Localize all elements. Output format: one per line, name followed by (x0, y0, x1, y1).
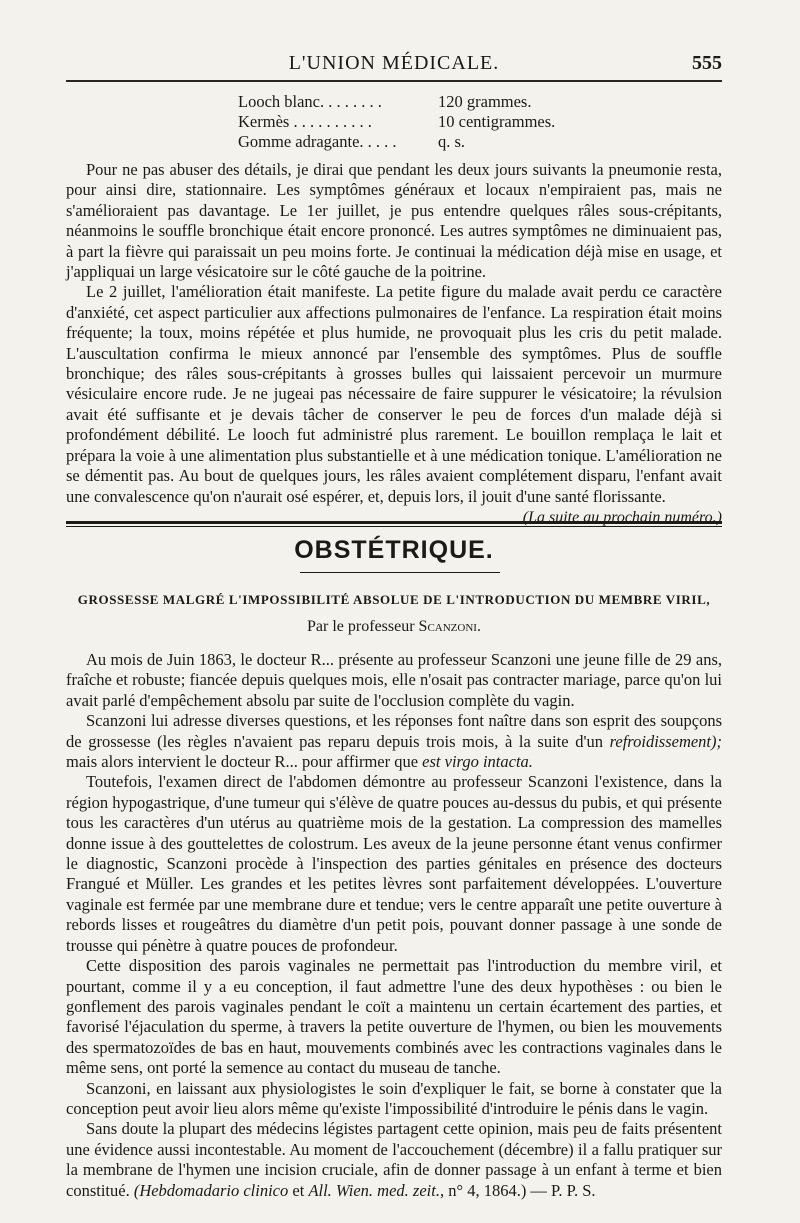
paragraph: Cette disposition des parois vaginales ne permettait pas l'introduction du membre viril, et pourtant, comme il y a eu conception, il faut admettre l'une des deux hypothèses : ou bien le gonflement des parois vaginales pendant le coït a maintenu un certain écartement des parties, et favorisé l'éjaculation du sperme, à travers la petite ouverture de l'hymen, ou bien les mouvements des spermatozoïdes de bas en haut, mouvements combinés avec les contractions vaginales dans le même sens, ont porté la semence au contact du museau de tanche. (66, 956, 722, 1078)
citation-source: All. Wien. med. zeit., (308, 1180, 445, 1200)
italic-text: refroidissement); (609, 731, 723, 751)
prescription-list (238, 92, 555, 152)
italic-text: est virgo intacta. (422, 752, 533, 772)
citation-source: (Hebdomadario clinico (133, 1180, 289, 1200)
running-head (66, 48, 722, 78)
text-run: mais alors intervient le docteur R... pour affirmer que (66, 752, 419, 772)
section-heading: OBSTÉTRIQUE. (294, 536, 494, 564)
prescription-ingredient: Gomme adragante. . . . . (238, 132, 397, 151)
continued-case-report (66, 160, 722, 528)
page-number: 555 (692, 52, 722, 74)
prescription-item (238, 92, 555, 112)
section-divider-thin (66, 526, 722, 527)
prescription-item (238, 132, 555, 152)
heading-underline (300, 572, 500, 573)
paragraph (66, 711, 722, 772)
text-run: Scanzoni lui adresse diverses questions, et les réponses font naître dans son esprit des soupçons de grossesse (les règles n'avaient pas reparu depuis trois mois, à la suite d'un (66, 711, 722, 751)
prescription-quantity: 120 grammes. (438, 92, 532, 111)
text-run: Sans doute la plupart des médecins légistes partagent cette opinion, mais peu de faits présentent une évidence aussi incontestable. Au moment de l'accouchement (décembre) il a fallu pratiquer sur la membrane de l'hymen une incision cruciale, afin de donner passage à un enfant à terme et bien constitué. (66, 1119, 722, 1200)
byline-author: Scanzoni. (418, 618, 481, 635)
paragraph (66, 1119, 722, 1201)
prescription-ingredient: Kermès . . . . . . . . . . (238, 112, 372, 131)
continuation-note: (La suite au prochain numéro.) (522, 508, 722, 526)
paragraph: Pour ne pas abuser des détails, je dirai que pendant les deux jours suivants la pneumonie resta, pour ainsi dire, stationnaire. Les symptômes généraux et locaux n'empiraient pas, mais ne s'amélioraient pas davantage. Le 1er juillet, je pus entendre quelques râles sous-crépitants, néanmoins le souffle bronchique était encore prononcé. Les autres symptômes ne diminuaient pas, à part la fièvre qui paraissait un peu moins forte. Je continuai la médication déjà mise en usage, et j'appliquai un large vésicatoire sur le côté gauche de la poitrine. (66, 160, 722, 282)
article-title: GROSSESSE MALGRÉ L'IMPOSSIBILITÉ ABSOLUE DE L'INTRODUCTION DU MEMBRE VIRIL, (77, 592, 711, 607)
prescription-quantity: q. s. (438, 132, 466, 151)
paragraph: Au mois de Juin 1863, le docteur R... présente au professeur Scanzoni une jeune fille de 29 ans, fraîche et robuste; fiancée depuis quelques mois, elle n'osait pas contracter mariage, parce qu'on lui avait parlé d'empêchement absolu par suite de l'occlusion complète du vagin. (66, 650, 722, 710)
citation-end: n° 4, 1864.) — P. P. S. (448, 1180, 596, 1200)
prescription-item (238, 112, 555, 132)
section-divider (66, 521, 722, 524)
running-title: L'UNION MÉDICALE. (288, 52, 500, 74)
header-rule (66, 80, 722, 82)
article-body (66, 650, 722, 1201)
prescription-quantity: 10 centigrammes. (438, 112, 556, 131)
prescription-ingredient: Looch blanc. . . . . . . . (238, 92, 382, 111)
text-run: et (292, 1180, 305, 1200)
byline-prefix: Par le professeur (307, 618, 415, 635)
paragraph: Le 2 juillet, l'amélioration était manifeste. La petite figure du malade avait perdu ce caractère d'anxiété, cet aspect particulier aux affections pulmonaires de l'enfance. La respiration était moins fréquente; la toux, moins répétée et plus humide, ne provoquait plus les cris du petit malade. L'auscultation confirma le mieux annoncé par l'ensemble des symptômes. Plus de souffle bronchique; des râles sous-crépitants à grosses bulles qui laissaient percevoir un murmure vésiculaire encore rude. Je ne jugeai pas nécessaire de faire suppurer le vésicatoire; la révulsion avait été suffisante et je devais tâcher de conserver le peu de forces d'un malade déjà si profondément débilité. Le looch fut administré plus rarement. Le bouillon remplaça le lait et prépara la voie à une alimentation plus substantielle et à une médication tonique. L'amélioration ne se démentit pas. Au bout de quelques jours, les râles avaient complétement disparu, l'enfant avait une convalescence qu'on n'aurait osé espérer, et, depuis lors, il jouit d'une santé florissante. (66, 282, 722, 506)
paragraph: Toutefois, l'examen direct de l'abdomen démontre au professeur Scanzoni l'existence, dans la région hypogastrique, d'une tumeur qui s'élève de quatre pouces au-dessus du pubis, et qui présente tous les caractères d'un utérus au quatrième mois de la gestation. La compression des mamelles donne issue à des gouttelettes de colostrum. Les aveux de la jeune personne étant venus confirmer le diagnostic, Scanzoni procède à l'inspection des parties génitales en présence des docteurs Frangué et Müller. Les grandes et les petites lèvres sont parfaitement développées. L'ouverture vaginale est fermée par une membrane dure et tendue; vers le centre apparaît une petite ouverture à rebords lisses et rougeâtres du diamètre d'un petit pois, pouvant donner passage à une sonde de trousse qui pénètre à quatre pouces de profondeur. (66, 772, 722, 955)
byline (66, 618, 722, 636)
paragraph: Scanzoni, en laissant aux physiologistes le soin d'expliquer le fait, se borne à constater que la conception peut avoir lieu alors même qu'existe l'impossibilité d'introduire le pénis dans le vagin. (66, 1078, 722, 1118)
